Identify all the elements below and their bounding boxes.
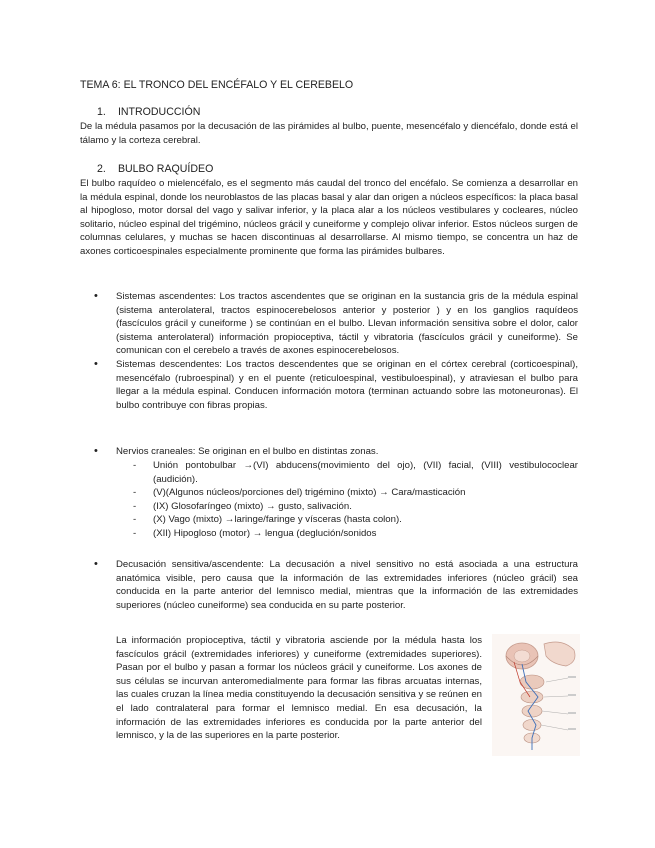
final-paragraph: La información propioceptiva, táctil y vibratoria asciende por la médula hasta los fascículos grácil (extremidades inferiores) y cuneiforme (extremidades superiores). Pasan por el bulbo y pasan a formar los núcleos grácil y cuneiforme. Los axones de sus células se incurvan anteromedialmente para formar las fibras arcuatas internas, las cuales cruzan la línea media constituyendo la decusación sensitiva y se reúnen en el lado contralateral para formar el lemnisco medial. En esa decusación, la información de las extremidades inferiores es conducida por la parte anterior del lemnisco, y la de las superiores en la parte posterior. xyxy=(116,635,482,742)
decusacion-list xyxy=(94,558,578,612)
section-heading-introduccion xyxy=(97,106,200,118)
list-item: - Unión pontobulbar →(VI) abducens(movimiento del ojo), (VII) facial, (VIII) vestibulococlear (audición). xyxy=(131,459,578,486)
bulbo-paragraph: El bulbo raquídeo o mielencéfalo, es el segmento más caudal del tronco del encéfalo. Se comienza a desarrollar en la médula espinal, donde los neuroblastos de las placas basal y alar dan origen a núcleos específicos: la placa basal al hipogloso, motor dorsal del vago y salivar inferior, y la placa alar a los núcleos vestibulares y cocleares, núcleo solitario, núcleo espinal del trigémino, núcleos grácil y cuneiforme y complejo olivar inferior. Estos núcleos surgen de columnas celulares, y muchas se hacen discontinuas al desarrollarse. Al mismo tiempo, se concentra un haz de axones corticoespinales especialmente prominente que forma las pirámides bulbares. xyxy=(80,178,578,257)
document-title: TEMA 6: EL TRONCO DEL ENCÉFALO Y EL CEREBELO xyxy=(80,79,354,91)
list-item: • Decusación sensitiva/ascendente: La decusación a nivel sensitivo no está asociada a una estructura anatómica visible, pero causa que la información de las extremidades inferiores (núcleo grácil) sea conducida en la parte anterior del lemnisco medial, mientras que la información de las extremidades superiores (núcleo cuneiforme) sea conducida en su parte posterior. xyxy=(94,558,578,612)
list-item: • Sistemas descendentes: Los tractos descendentes que se originan en el córtex cerebral (corticoespinal), mesencéfalo (rubroespinal) y en el puente (reticuloespinal, vestibuloespinal), y atraviesan el bulbo para llegar a la médula espinal. Conducen información motora (terminan actuando sobre las motoneuronas). El bulbo contribuye con fibras propias. xyxy=(94,358,578,412)
intro-paragraph: De la médula pasamos por la decusación de las pirámides al bulbo, puente, mesencéfalo y diencéfalo, donde está el tálamo y la corteza cerebral. xyxy=(80,121,578,146)
list-item: - (X) Vago (mixto) →laringe/faringe y vísceras (hasta colon). xyxy=(131,513,578,527)
list-item: • Nervios craneales: Se originan en el bulbo en distintas zonas. xyxy=(94,445,578,459)
section-number: 1. xyxy=(97,106,106,118)
list-item: • Sistemas ascendentes: Los tractos ascendentes que se originan en la sustancia gris de la médula espinal (sistema anterolateral, tractos espinocerebelosos anterior y posterior ) y en los ganglios raquídeos (fascículos grácil y cuneiforme ) se continúan en el bulbo. Llevan información sensitiva sobre el dolor, calor (sistema anterolateral) información propioceptiva, táctil y vibratoria (fascículos grácil y cuneiforme). Se comunican con el cerebelo a través de axones espinocerebelosos. xyxy=(94,290,578,358)
list-item: - (V)(Algunos núcleos/porciones del) trigémino (mixto) → Cara/masticación xyxy=(131,486,578,500)
section-heading-bulbo xyxy=(97,163,213,175)
systems-list xyxy=(94,290,578,412)
section-number: 2. xyxy=(97,163,106,175)
brainstem-diagram-image xyxy=(492,634,580,756)
nervios-list xyxy=(94,445,578,459)
list-item: - (IX) Glosofaríngeo (mixto) → gusto, salivación. xyxy=(131,500,578,514)
brainstem-diagram-illustration xyxy=(492,634,580,756)
nervios-sublist xyxy=(131,459,578,541)
section-title: INTRODUCCIÓN xyxy=(117,106,201,118)
section-title: BULBO RAQUÍDEO xyxy=(117,163,214,175)
list-item: - (XII) Hipogloso (motor) → lengua (deglución/sonidos xyxy=(131,527,578,541)
